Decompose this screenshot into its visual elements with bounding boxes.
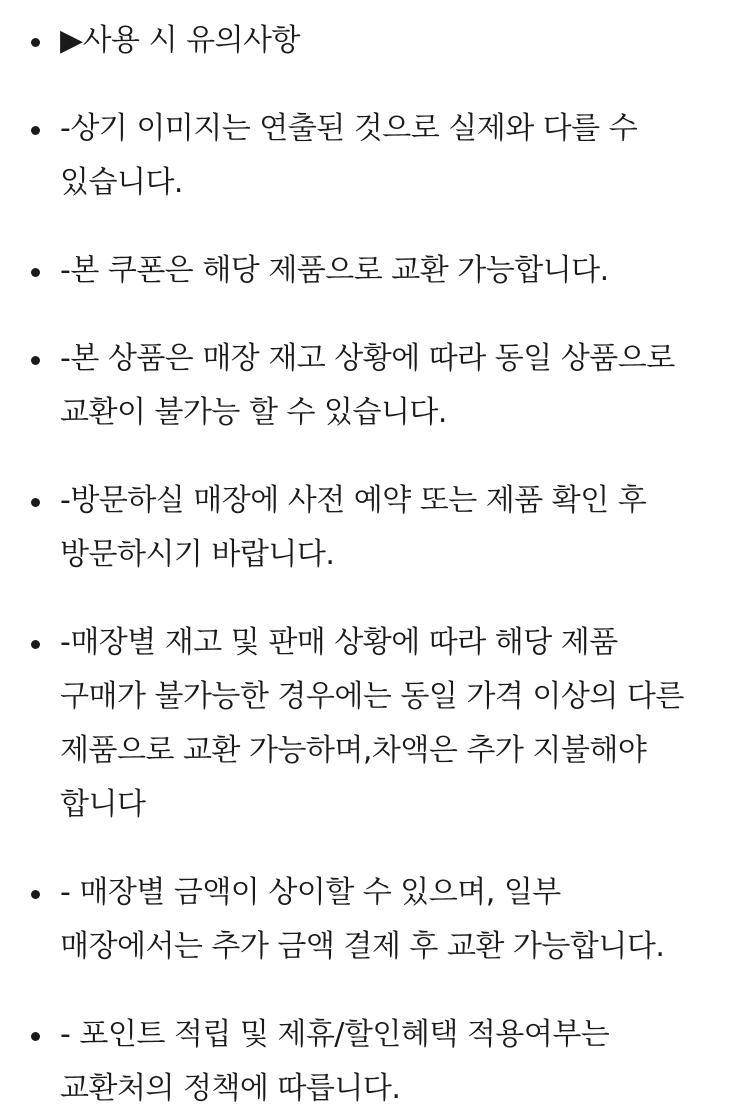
list-item — [0, 474, 750, 582]
bullet-icon — [31, 1032, 40, 1041]
notice-text: -본 상품은 매장 재고 상황에 따라 동일 상품으로 교환이 불가능 할 수 있습니다. — [60, 341, 675, 430]
notice-text: - 포인트 적립 및 제휴/할인혜택 적용여부는 교환처의 정책에 따릅니다. — [60, 1017, 610, 1106]
notice-text: -상기 이미지는 연출된 것으로 실제와 다를 수 있습니다. — [60, 111, 638, 200]
bullet-icon — [31, 356, 40, 365]
bullet-icon — [31, 126, 40, 135]
bullet-icon — [31, 268, 40, 277]
list-item — [0, 244, 750, 298]
list-item — [0, 866, 750, 974]
list-item-notice-title — [0, 14, 750, 68]
list-item — [0, 616, 750, 832]
notice-text: -매장별 재고 및 판매 상황에 따라 해당 제품 구매가 불가능한 경우에는 동일 가격 이상의 다른 제품으로 교환 가능하며,차액은 추가 지불해야 합니다 — [60, 625, 684, 822]
notice-text: - 매장별 금액이 상이할 수 있으며, 일부 매장에서는 추가 금액 결제 후 교환 가능합니다. — [60, 875, 665, 964]
notice-title: ▶사용 시 유의사항 — [60, 23, 301, 58]
bullet-icon — [31, 498, 40, 507]
notice-text: -방문하실 매장에 사전 예약 또는 제품 확인 후 방문하시기 바랍니다. — [60, 483, 647, 572]
list-item — [0, 1008, 750, 1116]
notice-text: -본 쿠폰은 해당 제품으로 교환 가능합니다. — [60, 253, 609, 288]
bullet-icon — [31, 890, 40, 899]
list-item — [0, 102, 750, 210]
list-item — [0, 332, 750, 440]
bullet-icon — [31, 38, 40, 47]
bullet-icon — [31, 640, 40, 649]
